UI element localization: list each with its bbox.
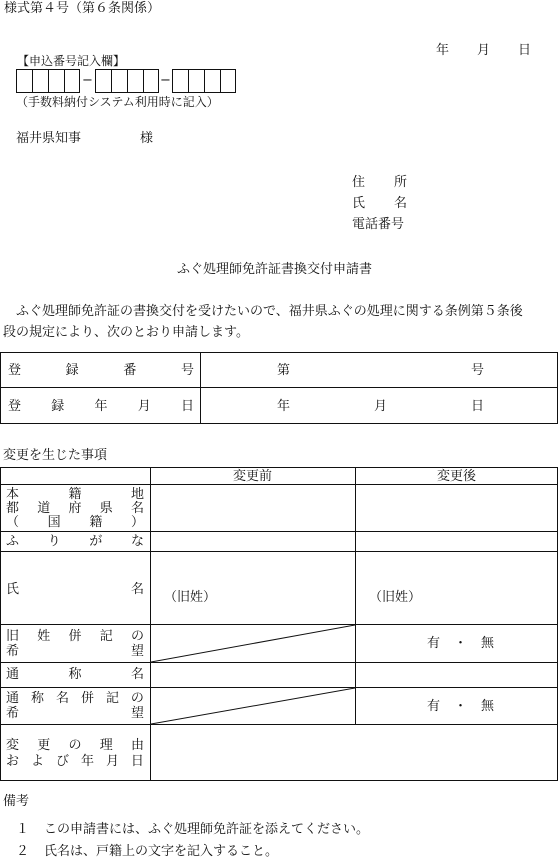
old-surname-after: （旧姓） xyxy=(369,590,422,605)
registration-number-prefix: 第 xyxy=(277,363,291,378)
registration-date-label: 登 録 年 月 日 xyxy=(8,399,194,414)
common-name-request-label-line-1: 通 称 名 併 記 の xyxy=(6,691,144,706)
furigana-before-field[interactable] xyxy=(152,533,354,550)
form-number: 様式第４号（第６条関係） xyxy=(4,1,161,16)
common-name-request-label-line-2: 希 望 xyxy=(6,706,144,721)
furigana-label: ふ り が な xyxy=(6,534,144,549)
maiden-name-request-label-line-1: 旧 姓 併 記 の xyxy=(6,629,144,644)
reason-label-line-1: 変 更 の 理 由 xyxy=(6,738,144,753)
registration-number-suffix: 号 xyxy=(471,363,485,378)
honseki-label-line-1: 本 籍 地 xyxy=(6,487,144,502)
old-surname-before: （旧姓） xyxy=(164,590,217,605)
common-name-diagonal-slash xyxy=(151,688,355,724)
honseki-after-field[interactable] xyxy=(357,486,557,530)
body-text-line-1: ふぐ処理師免許証の書換交付を受けたいので、福井県ふぐの処理に関する条例第５条後 xyxy=(3,304,523,319)
registration-number-label: 登 録 番 号 xyxy=(8,363,194,378)
applicant-phone-label: 電話番号 xyxy=(352,217,405,232)
remarks-title: 備考 xyxy=(3,794,30,809)
registration-date-month: 月 xyxy=(374,399,388,414)
registration-number-field[interactable] xyxy=(300,356,465,380)
common-name-after-field[interactable] xyxy=(357,664,557,686)
header-before: 変更前 xyxy=(233,469,273,484)
date-day: 日 xyxy=(518,43,532,58)
body-text-line-2: 段の規定により、次のとおり申請します。 xyxy=(3,325,249,340)
common-name-yes-no[interactable]: 有 ・ 無 xyxy=(427,699,494,714)
application-number-note: （手数料納付システム利用時に記入） xyxy=(16,95,219,109)
reason-field[interactable] xyxy=(152,726,557,780)
maiden-name-diagonal-slash xyxy=(151,625,355,662)
header-after: 変更後 xyxy=(437,469,477,484)
name-before-field[interactable] xyxy=(152,553,354,587)
remark-1-text: この申請書には、ふぐ処理師免許証を添えてください。 xyxy=(44,822,370,837)
date-month: 月 xyxy=(477,43,491,58)
remark-1-number: １ xyxy=(16,822,30,837)
common-name-label: 通 称 名 xyxy=(6,667,144,682)
changes-section-title: 変更を生じた事項 xyxy=(3,448,108,463)
document-title: ふぐ処理師免許証書換交付申請書 xyxy=(177,262,373,277)
common-name-before-field[interactable] xyxy=(152,664,354,686)
date-year: 年 xyxy=(436,43,450,58)
addressee-name: 福井県知事 xyxy=(16,131,82,146)
honseki-label-line-3: （ 国 籍 ） xyxy=(6,515,144,530)
application-number-separator: − xyxy=(160,73,171,88)
name-label: 氏 名 xyxy=(6,582,144,597)
maiden-name-request-label-line-2: 希 望 xyxy=(6,644,144,659)
registration-date-day: 日 xyxy=(471,399,485,414)
honseki-before-field[interactable] xyxy=(152,486,354,530)
applicant-address-label: 住 所 xyxy=(352,175,407,190)
applicant-name-label: 氏 名 xyxy=(352,196,407,211)
honseki-label-line-2: 都 道 府 県 名 xyxy=(6,501,144,516)
application-number-separator: − xyxy=(82,73,93,88)
maiden-name-yes-no[interactable]: 有 ・ 無 xyxy=(427,636,494,651)
name-after-field[interactable] xyxy=(357,553,557,587)
reason-label-line-2: お よ び 年 月 日 xyxy=(6,754,144,769)
remark-2-text: 氏名は、戸籍上の文字を記入すること。 xyxy=(44,844,279,858)
addressee-honorific: 様 xyxy=(140,131,154,146)
remark-2-number: ２ xyxy=(16,844,30,858)
furigana-after-field[interactable] xyxy=(357,533,557,550)
registration-date-year: 年 xyxy=(277,399,291,414)
application-number-title: 【申込番号記入欄】 xyxy=(17,54,126,68)
